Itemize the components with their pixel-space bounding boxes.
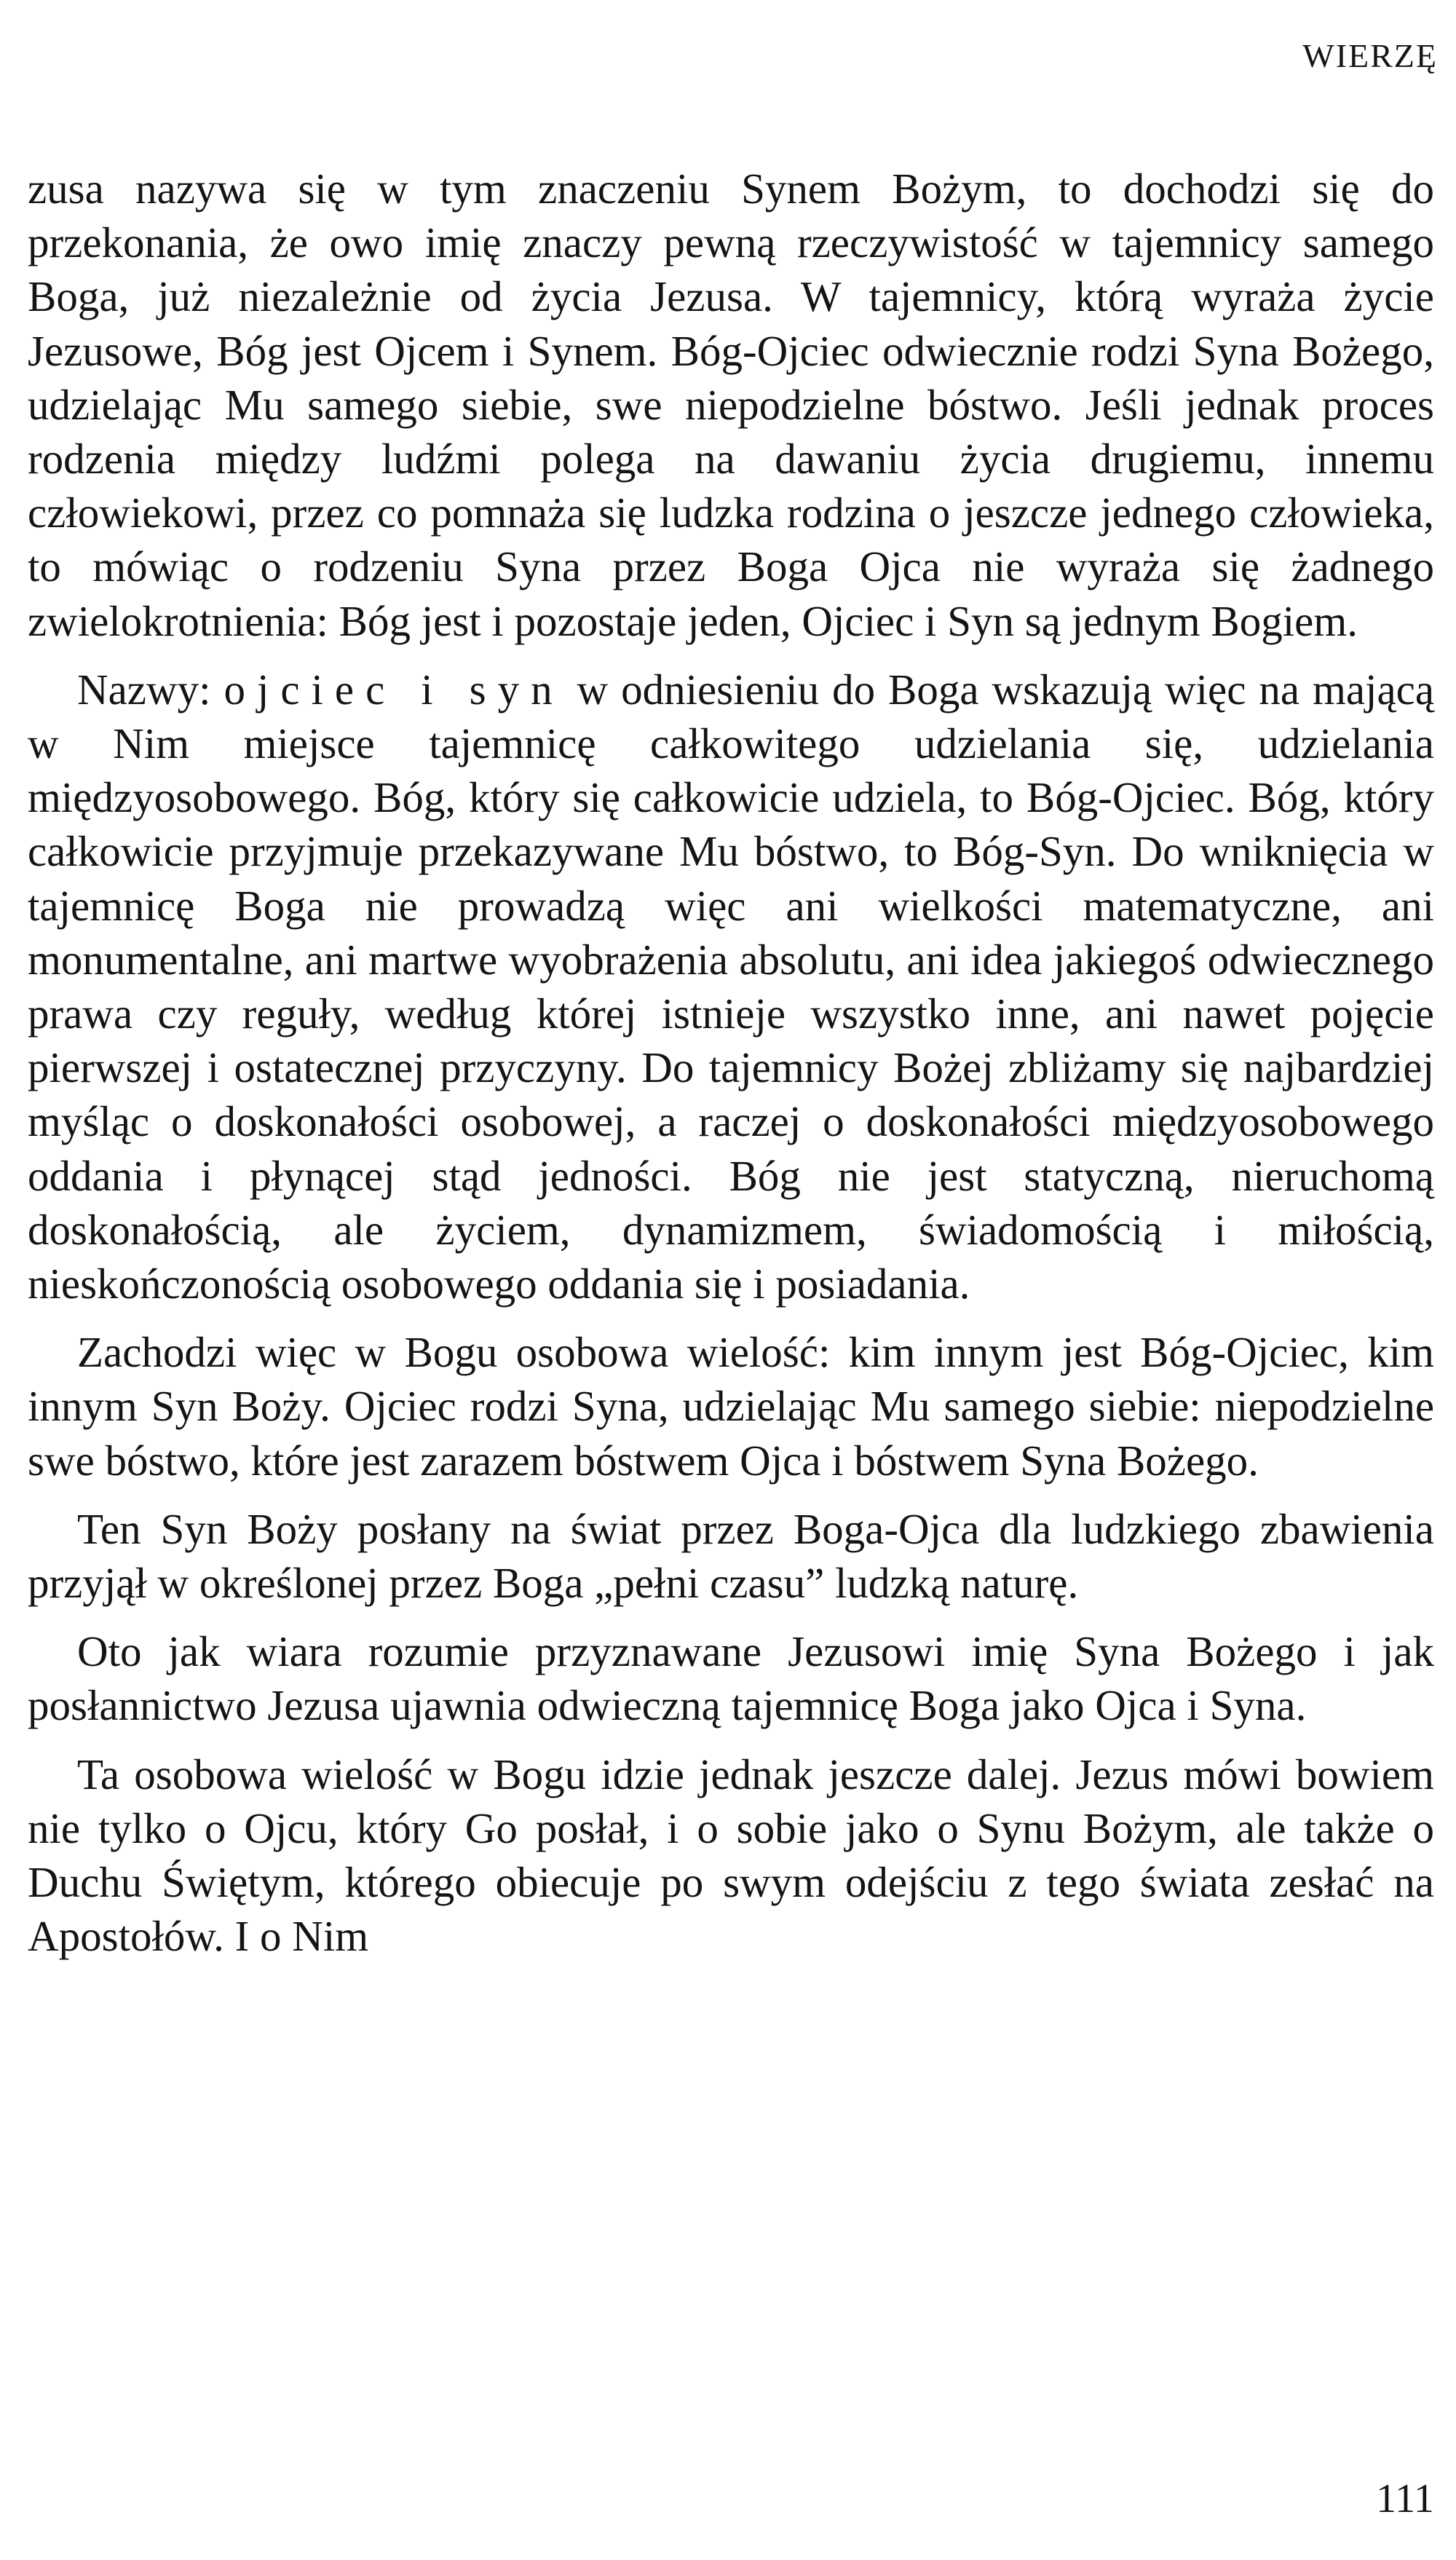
paragraph-2	[28, 663, 1434, 1311]
paragraph-2-lead: Nazwy:	[77, 665, 224, 714]
spaced-terms: ojciec i syn	[223, 665, 564, 714]
paragraph-4: Ten Syn Boży posłany na świat przez Boga-Ojca dla ludzkiego zbawienia przyjął w określonej przez Boga „pełni czasu” ludzką naturę.	[28, 1504, 1434, 1608]
page-number: 111	[1376, 2476, 1434, 2521]
running-head: WIERZĘ	[1302, 37, 1438, 74]
paragraph-6: Ta osobowa wielość w Bogu idzie jednak jeszcze dalej. Jezus mówi bowiem nie tylko o Ojcu, który Go posłał, i o sobie jako o Synu Bożym, ale także o Duchu Świętym, którego obiecuje po swym odejściu z tego świata zesłać na Apostołów. I o Nim	[28, 1750, 1434, 1961]
paragraph-2-text: w odniesieniu do Boga wskazują więc na mającą w Nim miejsce tajemnicę całkowitego udzielania się, udzielania międzyosobowego. Bóg, który się całkowicie udziela, to Bóg-Ojciec. Bóg, który całkowicie przyjmuje przekazywane Mu bóstwo, to Bóg-Syn. Do wniknięcia w tajemnicę Boga nie prowadzą więc ani wielkości matematyczne, ani monumentalne, ani martwe wyobrażenia absolutu, ani idea jakiegoś odwiecznego prawa czy reguły, według której istnieje wszystko inne, ani nawet pojęcie pierwszej i ostatecznej przyczyny. Do tajemnicy Bożej zbliżamy się najbardziej myśląc o doskonałości osobowej, a raczej o doskonałości międzyosobowego oddania i płynącej stąd jedności. Bóg nie jest statyczną, nieruchomą doskonałością, ale życiem, dynamizmem, świadomością i miłością, nieskończonością osobowego oddania się i posiadania.	[28, 665, 1435, 1308]
body-text	[28, 162, 1434, 1978]
paragraph-3: Zachodzi więc w Bogu osobowa wielość: kim innym jest Bóg-Ojciec, kim innym Syn Boży. Ojciec rodzi Syna, udzielając Mu samego siebie: niepodzielne swe bóstwo, które jest zarazem bóstwem Ojca i bóstwem Syna Bożego.	[28, 1328, 1434, 1485]
paragraph-1: zusa nazywa się w tym znaczeniu Synem Bożym, to dochodzi się do przekonania, że owo imię znaczy pewną rzeczywistość w tajemnicy samego Boga, już niezależnie od życia Jezusa. W tajemnicy, którą wyraża życie Jezusowe, Bóg jest Ojcem i Synem. Bóg-Ojciec odwiecznie rodzi Syna Bożego, udzielając Mu samego siebie, swe niepodzielne bóstwo. Jeśli jednak proces rodzenia między ludźmi polega na dawaniu życia drugiemu, innemu człowiekowi, przez co pomnaża się ludzka rodzina o jeszcze jednego człowieka, to mówiąc o rodzeniu Syna przez Boga Ojca nie wyraża się żadnego zwielokrotnienia: Bóg jest i pozostaje jeden, Ojciec i Syn są jednym Bogiem.	[28, 165, 1434, 645]
paragraph-5: Oto jak wiara rozumie przyznawane Jezusowi imię Syna Bożego i jak posłannictwo Jezusa ujawnia odwieczną tajemnicę Boga jako Ojca i Syna.	[28, 1627, 1434, 1730]
